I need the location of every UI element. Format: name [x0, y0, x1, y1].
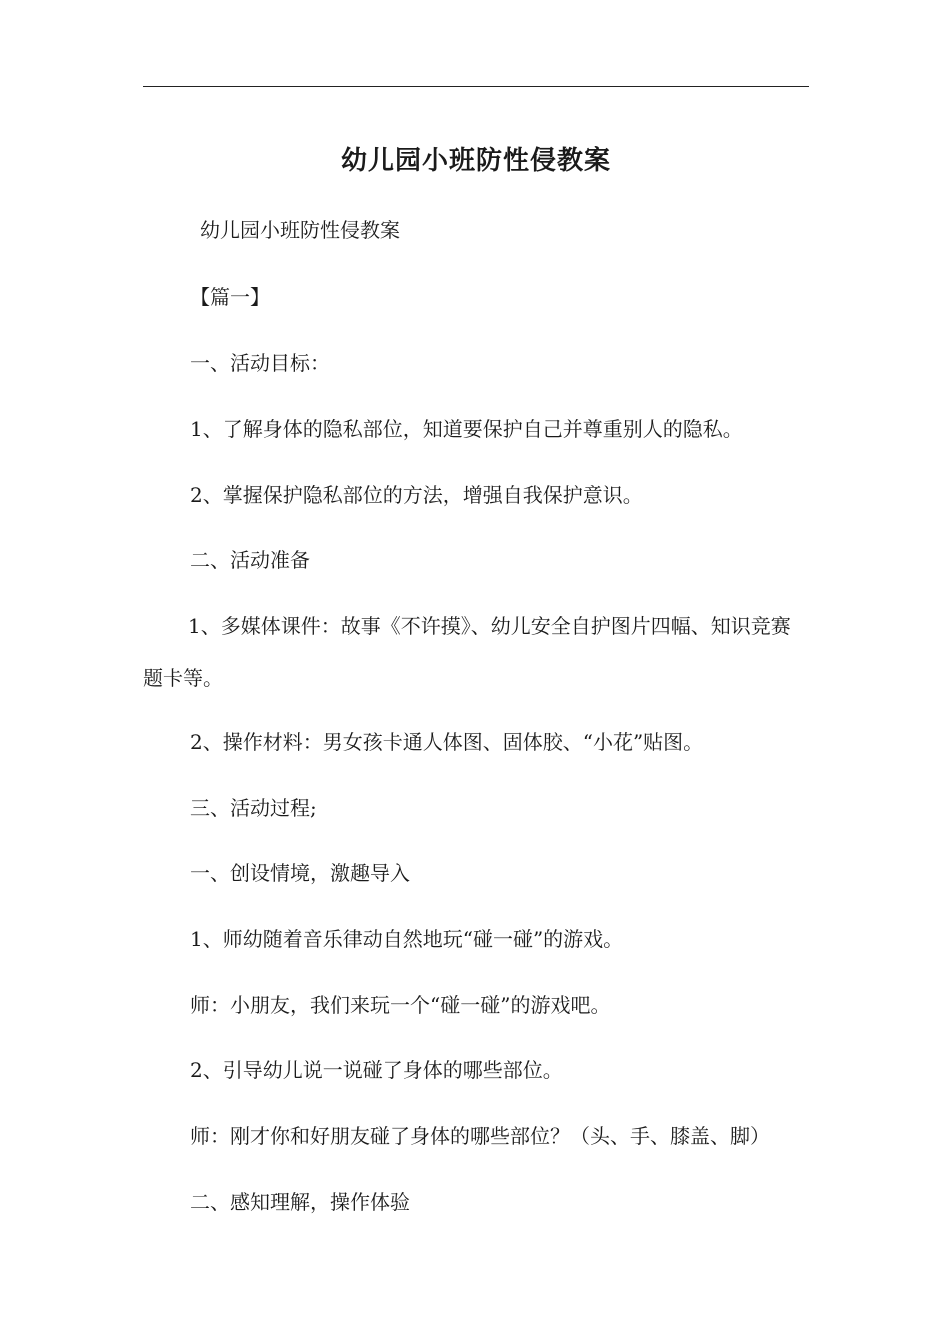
paragraph-goal-2: 2、掌握保护隐私部位的方法，增强自我保护意识。: [190, 483, 643, 507]
paragraph-heading-preparation: 二、活动准备: [190, 548, 310, 572]
paragraph-step-1-heading: 一、创设情境，激趣导入: [190, 861, 410, 885]
paragraph-heading-process: 三、活动过程;: [190, 796, 317, 820]
paragraph-preparation-1: 1、多媒体课件：故事《不许摸》、幼儿安全自护图片四幅、知识竞赛题卡等。: [143, 614, 791, 690]
paragraph-heading-goals: 一、活动目标：: [190, 351, 330, 375]
paragraph-step-1-item-2: 2、引导幼儿说一说碰了身体的哪些部位。: [190, 1058, 563, 1082]
paragraph-step-1-teacher-2: 师：刚才你和好朋友碰了身体的哪些部位？（头、手、膝盖、脚）: [190, 1124, 770, 1148]
paragraph-step-2-heading: 二、感知理解，操作体验: [190, 1190, 410, 1214]
paragraph-subtitle: 幼儿园小班防性侵教案: [200, 218, 400, 242]
paragraph-step-1-teacher-1: 师：小朋友，我们来玩一个“碰一碰”的游戏吧。: [190, 993, 611, 1017]
paragraph-step-1-item-1: 1、师幼随着音乐律动自然地玩“碰一碰”的游戏。: [190, 927, 624, 951]
paragraph-preparation-2: 2、操作材料：男女孩卡通人体图、固体胶、“小花”贴图。: [190, 730, 704, 754]
document-title: 幼儿园小班防性侵教案: [340, 146, 611, 176]
top-rule: [143, 86, 809, 87]
paragraph-section-marker: 【篇一】: [190, 285, 270, 309]
paragraph-goal-1: 1、了解身体的隐私部位，知道要保护自己并尊重别人的隐私。: [190, 417, 743, 441]
